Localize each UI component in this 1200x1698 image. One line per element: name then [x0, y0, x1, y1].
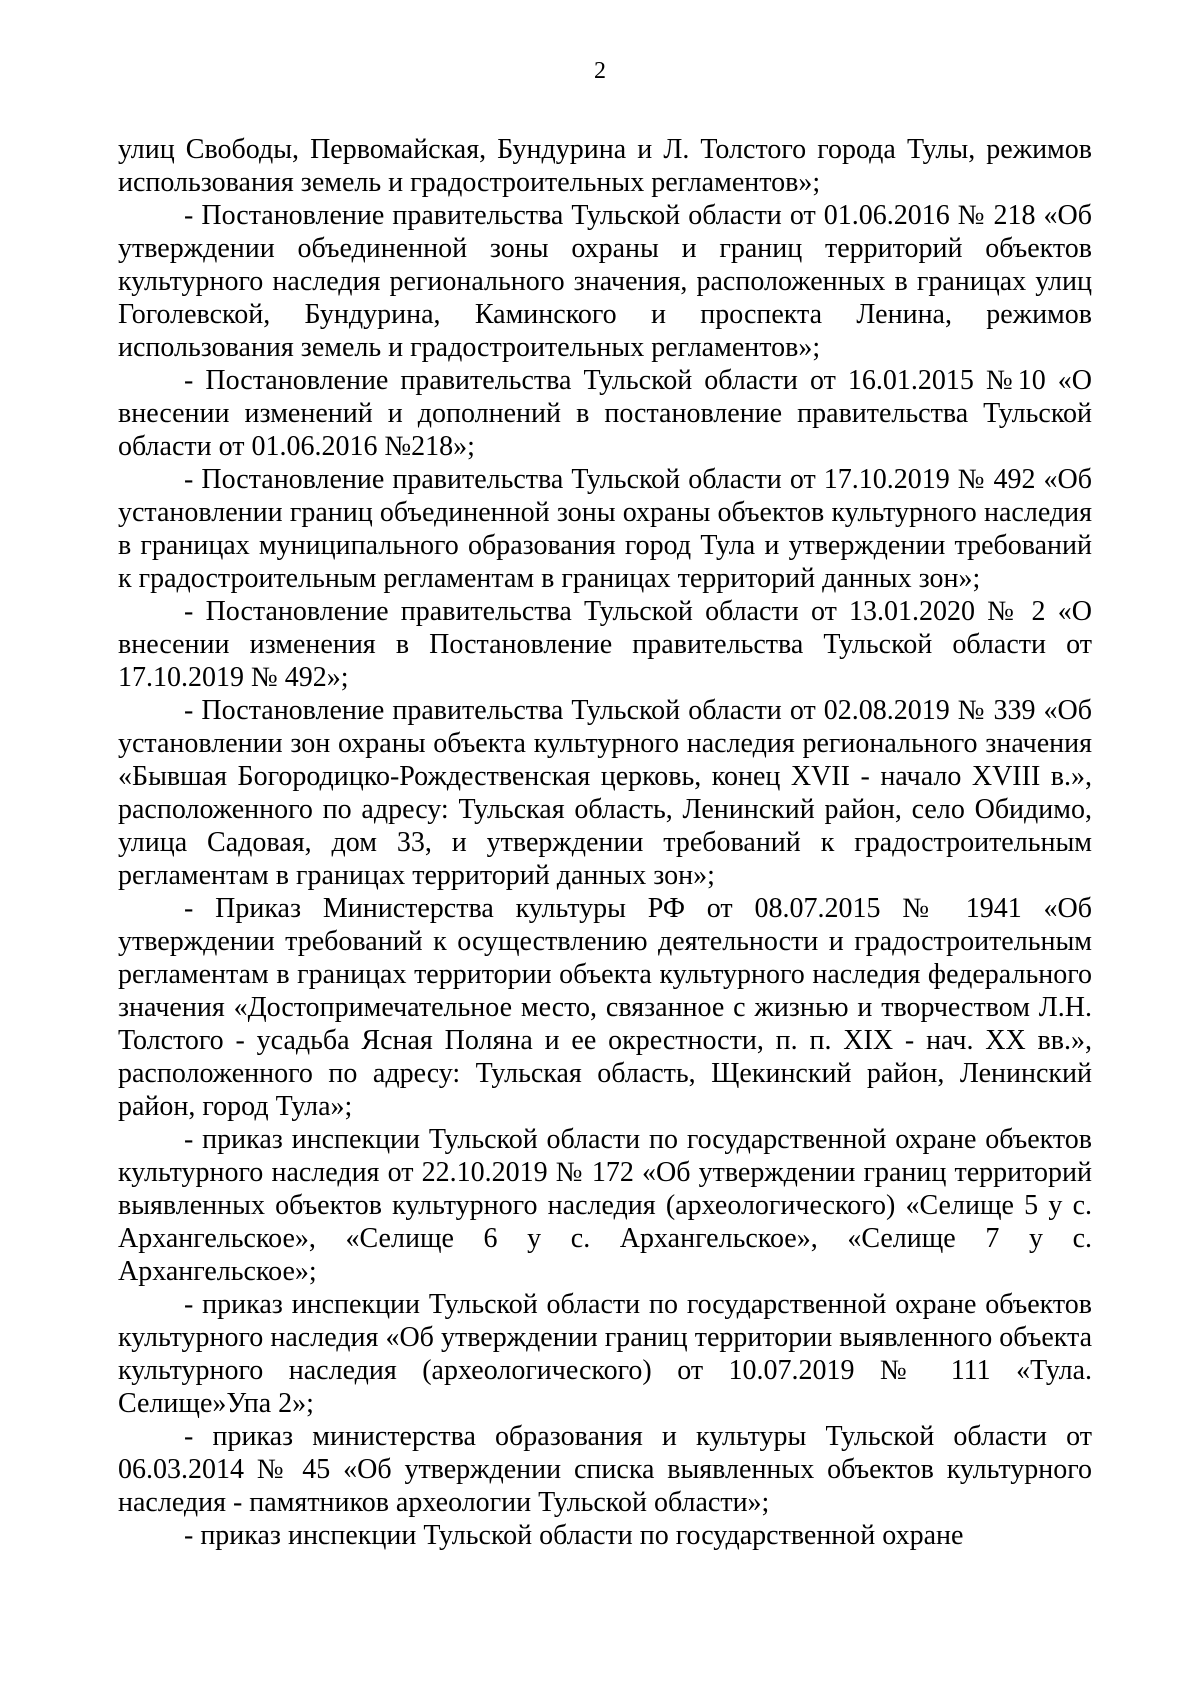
paragraph-item: - приказ инспекции Тульской области по государственной охране	[184, 1520, 964, 1551]
paragraph-item: - Приказ Министерства культуры РФ от 08.07.2015 № 1941 «Об утверждении требований к осуществлению деятельности и градостроительным регламентам в границах территории объекта культурного наследия федерального значения «Достопримечательное место, связанное с жизнью и творчеством Л.Н. Толстого - усадьба Ясная Поляна и ее окрестности, п. п. XIX - нач. XX вв.», расположенного по адресу: Тульская область, Щекинский район, Ленинский район, город Тула»;	[118, 893, 1092, 1122]
paragraph-item: - приказ инспекции Тульской области по государственной охране объектов культурного наследия «Об утверждении границ территории выявленного объекта культурного наследия (археологического) от 10.07.2019 № 111 «Тула. Селище»Упа 2»;	[118, 1289, 1092, 1419]
paragraph-item: - приказ инспекции Тульской области по государственной охране объектов культурного наследия от 22.10.2019 № 172 «Об утверждении границ территорий выявленных объектов культурного наследия (археологического) «Селище 5 у с. Архангельское», «Селище 6 у с. Архангельское», «Селище 7 у с. Архангельское»;	[118, 1124, 1092, 1287]
paragraph-item: - Постановление правительства Тульской области от 16.01.2015 №10 «О внесении изменений и дополнений в постановление правительства Тульской области от 01.06.2016 №218»;	[118, 365, 1092, 462]
paragraph-continuation: улиц Свободы, Первомайская, Бундурина и Л. Толстого города Тулы, режимов использования земель и градостроительных регламентов»;	[118, 134, 1092, 198]
paragraph-item: - Постановление правительства Тульской области от 01.06.2016 № 218 «Об утверждении объединенной зоны охраны и границ территорий объектов культурного наследия регионального значения, расположенных в границах улиц Гоголевской, Бундурина, Каминского и проспекта Ленина, режимов использования земель и градостроительных регламентов»;	[118, 200, 1092, 363]
page-number: 2	[594, 58, 606, 84]
paragraph-item: - приказ министерства образования и культуры Тульской области от 06.03.2014 № 45 «Об утверждении списка выявленных объектов культурного наследия - памятников археологии Тульской области»;	[118, 1421, 1092, 1518]
paragraph-item: - Постановление правительства Тульской области от 13.01.2020 № 2 «О внесении изменения в Постановление правительства Тульской области от 17.10.2019 № 492»;	[118, 596, 1092, 693]
paragraph-item: - Постановление правительства Тульской области от 02.08.2019 № 339 «Об установлении зон охраны объекта культурного наследия регионального значения «Бывшая Богородицко-Рождественская церковь, конец XVII - начало XVIII в.», расположенного по адресу: Тульская область, Ленинский район, село Обидимо, улица Садовая, дом 33, и утверждении требований к градостроительным регламентам в границах территорий данных зон»;	[118, 695, 1092, 891]
paragraph-item: - Постановление правительства Тульской области от 17.10.2019 № 492 «Об установлении границ объединенной зоны охраны объектов культурного наследия в границах муниципального образования город Тула и утверждении требований к градостроительным регламентам в границах территорий данных зон»;	[118, 464, 1092, 594]
document-body	[118, 133, 1092, 1552]
